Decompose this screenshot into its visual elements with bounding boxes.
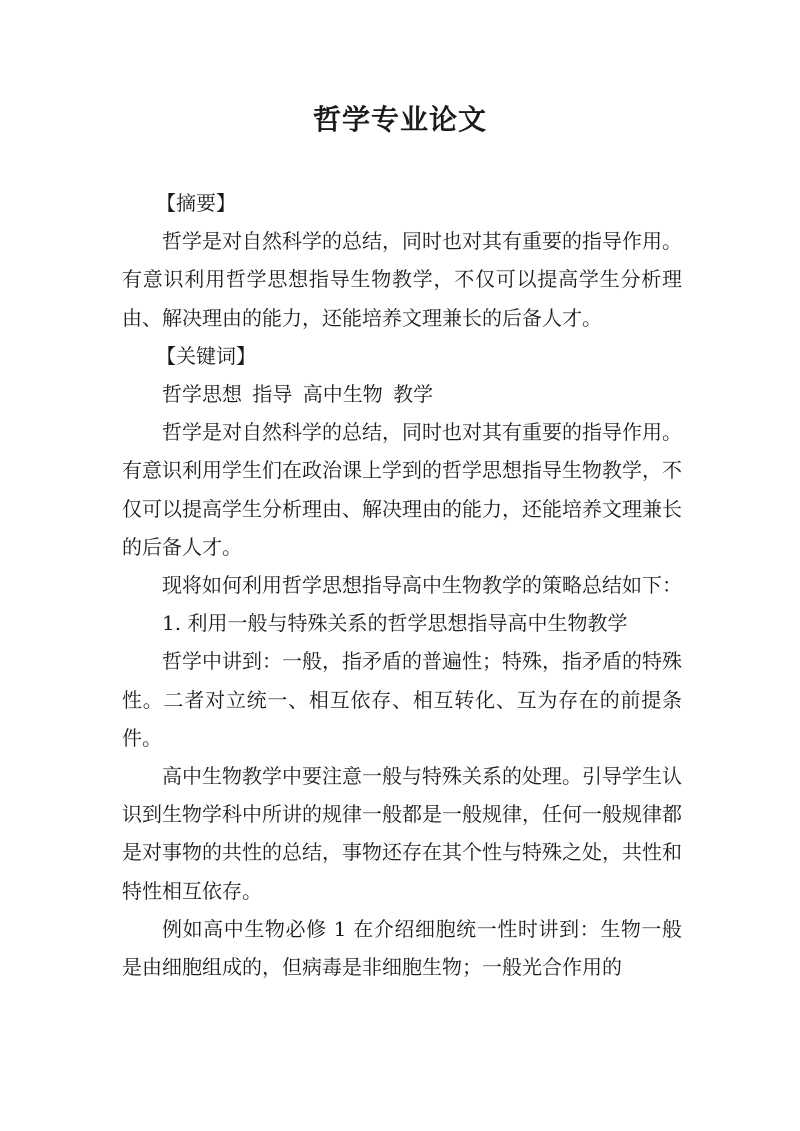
abstract-heading: 【摘要】 xyxy=(156,191,236,215)
document-body xyxy=(122,184,682,986)
paragraph-strategy: 现将如何利用哲学思想指导高中生物教学的策略总结如下： xyxy=(162,573,682,598)
paragraph-teaching: 高中生物教学中要注意一般与特殊关系的处理。引导学生认识到生物学科中所讲的规律一般都是一般规律，任何一般规律都是对事物的共性的总结，事物还存在其个性与特殊之处，共性和特性相互依存。 xyxy=(122,764,682,903)
paragraph-philosophy: 哲学中讲到：一般，指矛盾的普遍性；特殊，指矛盾的特殊性。二者对立统一、相互依存、相互转化、互为存在的前提条件。 xyxy=(122,649,682,750)
keywords-heading: 【关键词】 xyxy=(156,343,256,368)
paragraph-intro: 哲学是对自然科学的总结，同时也对其有重要的指导作用。有意识利用学生们在政治课上学到的哲学思想指导生物教学，不仅可以提高学生分析理由、解决理由的能力，还能培养文理兼长的后备人才。 xyxy=(122,420,682,559)
document-title: 哲学专业论文 xyxy=(312,103,487,136)
abstract-text: 哲学是对自然科学的总结，同时也对其有重要的指导作用。有意识利用哲学思想指导生物教学，不仅可以提高学生分析理由、解决理由的能力，还能培养文理兼长的后备人才。 xyxy=(122,229,682,330)
section-heading-1: 1. 利用一般与特殊关系的哲学思想指导高中生物教学 xyxy=(162,611,628,636)
keywords-text: 哲学思想 指导 高中生物 教学 xyxy=(162,382,434,407)
paragraph-example: 例如高中生物必修 1 在介绍细胞统一性时讲到：生物一般是由细胞组成的，但病毒是非细胞生物；一般光合作用的 xyxy=(122,916,682,980)
